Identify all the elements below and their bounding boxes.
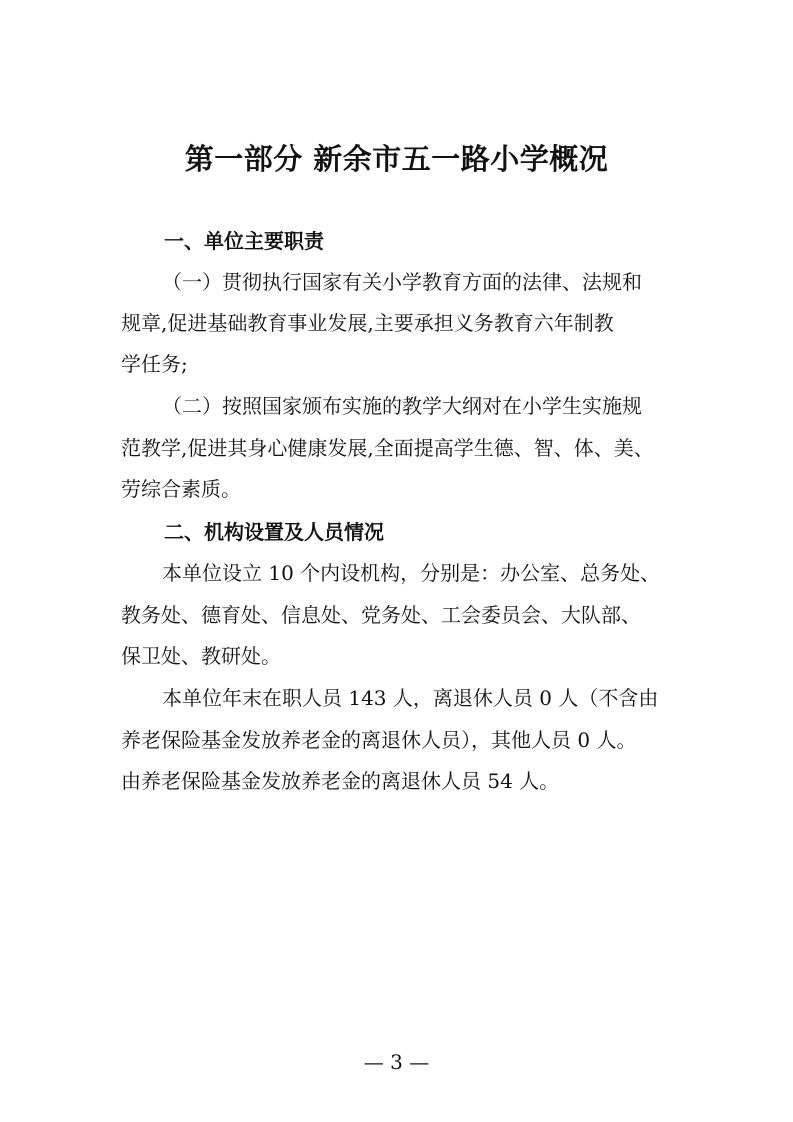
section-heading-organization: 二、机构设置及人员情况 bbox=[164, 520, 384, 544]
section-heading-responsibilities: 一、单位主要职责 bbox=[164, 229, 324, 253]
paragraph-line: 由养老保险基金发放养老金的离退休人员 54 人。 bbox=[121, 769, 560, 793]
paragraph-line: （二）按照国家颁布实施的教学大纲对在小学生实施规 bbox=[162, 394, 642, 418]
paragraph-line: 本单位年末在职人员 143 人，离退休人员 0 人（不含由 bbox=[162, 686, 659, 710]
paragraph-line: 劳综合素质。 bbox=[121, 477, 241, 501]
paragraph-line: 保卫处、教研处。 bbox=[121, 644, 281, 668]
page-number: — 3 — bbox=[363, 1050, 430, 1074]
paragraph-line: 规章,促进基础教育事业发展,主要承担义务教育六年制教 bbox=[121, 311, 614, 335]
page-title: 第一部分 新余市五一路小学概况 bbox=[184, 142, 609, 176]
paragraph-line: 本单位设立 10 个内设机构，分别是：办公室、总务处、 bbox=[162, 561, 661, 585]
paragraph-line: 学任务; bbox=[121, 352, 188, 376]
paragraph-line: 范教学,促进其身心健康发展,全面提高学生德、智、体、美、 bbox=[121, 436, 654, 460]
paragraph-line: 教务处、德育处、信息处、党务处、工会委员会、大队部、 bbox=[121, 603, 641, 627]
paragraph-line: （一）贯彻执行国家有关小学教育方面的法律、法规和 bbox=[162, 270, 642, 294]
paragraph-line: 养老保险基金发放养老金的离退休人员），其他人员 0 人。 bbox=[121, 728, 637, 752]
